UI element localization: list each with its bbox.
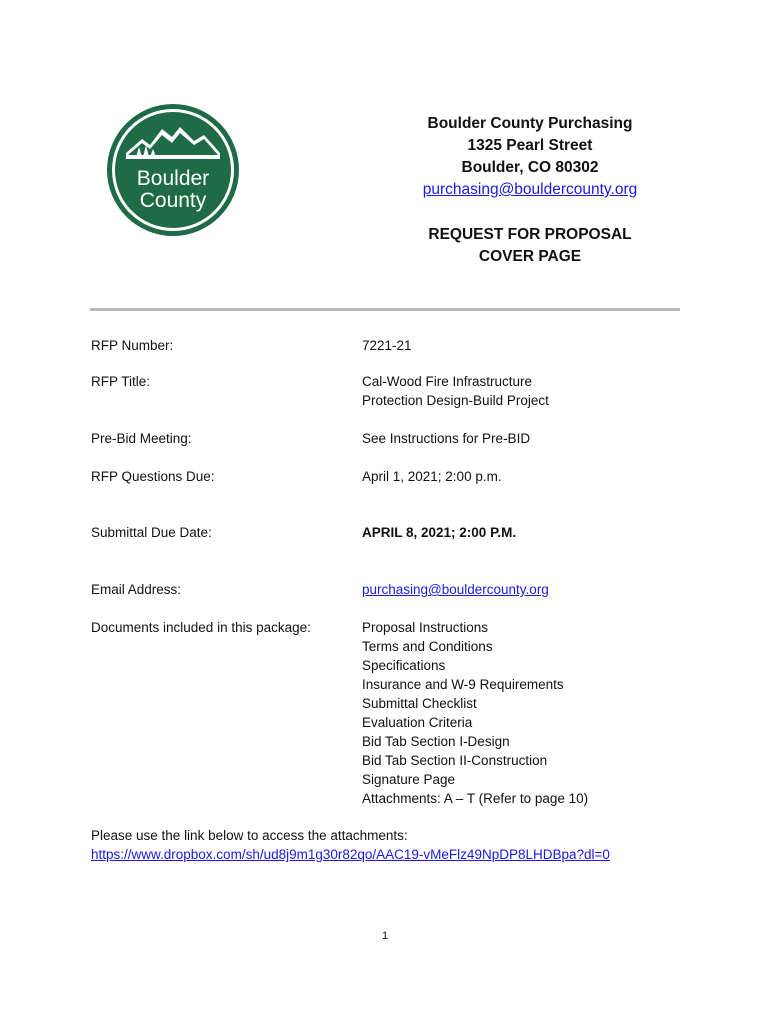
header-email-link[interactable]: purchasing@bouldercounty.org — [422, 181, 638, 198]
rfp-title-label: RFP Title: — [91, 374, 151, 389]
list-item: Evaluation Criteria — [362, 715, 473, 730]
list-item: Insurance and W-9 Requirements — [362, 677, 564, 692]
rfp-title-value-line-1: Cal-Wood Fire Infrastructure — [362, 374, 533, 389]
logo-graphic — [106, 103, 240, 237]
list-item: Bid Tab Section I-Design — [362, 734, 510, 749]
list-item: Proposal Instructions — [362, 620, 489, 635]
list-item: Specifications — [362, 658, 446, 673]
boulder-county-logo — [106, 103, 240, 237]
rfp-number-value: 7221-21 — [362, 338, 412, 353]
pre-bid-value: See Instructions for Pre-BID — [362, 431, 531, 446]
submittal-due-value: APRIL 8, 2021; 2:00 P.M. — [362, 525, 517, 540]
document-title — [360, 224, 700, 268]
rfp-title-value-line-2: Protection Design-Build Project — [362, 393, 549, 408]
documents-label: Documents included in this package: — [91, 620, 311, 635]
list-item: Signature Page — [362, 772, 456, 787]
list-item: Bid Tab Section II-Construction — [362, 753, 548, 768]
list-item: Attachments: A – T (Refer to page 10) — [362, 791, 589, 806]
email-label: Email Address: — [91, 582, 182, 597]
documents-list — [362, 618, 588, 808]
submittal-due-label: Submittal Due Date: — [91, 525, 212, 540]
questions-due-label: RFP Questions Due: — [91, 469, 215, 484]
street-address: 1325 Pearl Street — [467, 137, 593, 154]
divider — [90, 308, 680, 311]
address-block — [360, 113, 700, 201]
org-name: Boulder County Purchasing — [427, 115, 633, 132]
title-line-1: REQUEST FOR PROPOSAL — [428, 226, 632, 243]
questions-due-value: April 1, 2021; 2:00 p.m. — [362, 469, 502, 484]
attachments-link[interactable]: https://www.dropbox.com/sh/ud8j9m1g30r82qo/AAC19-vMeFlz49NpDP8LHDBpa?dl=0 — [91, 847, 610, 862]
title-line-2: COVER PAGE — [478, 248, 582, 265]
email-link[interactable]: purchasing@bouldercounty.org — [362, 582, 549, 597]
attachments-link-container — [91, 845, 610, 864]
list-item: Terms and Conditions — [362, 639, 493, 654]
rfp-number-label: RFP Number: — [91, 338, 174, 353]
page-number: 1 — [381, 930, 389, 942]
logo-line-1: Boulder — [136, 167, 210, 190]
attachments-note: Please use the link below to access the attachments: — [91, 828, 408, 843]
pre-bid-label: Pre-Bid Meeting: — [91, 431, 192, 446]
list-item: Submittal Checklist — [362, 696, 477, 711]
rfp-title-value — [362, 372, 549, 410]
email-value — [362, 580, 549, 599]
city-state-zip: Boulder, CO 80302 — [461, 159, 599, 176]
logo-line-2: County — [139, 189, 207, 212]
